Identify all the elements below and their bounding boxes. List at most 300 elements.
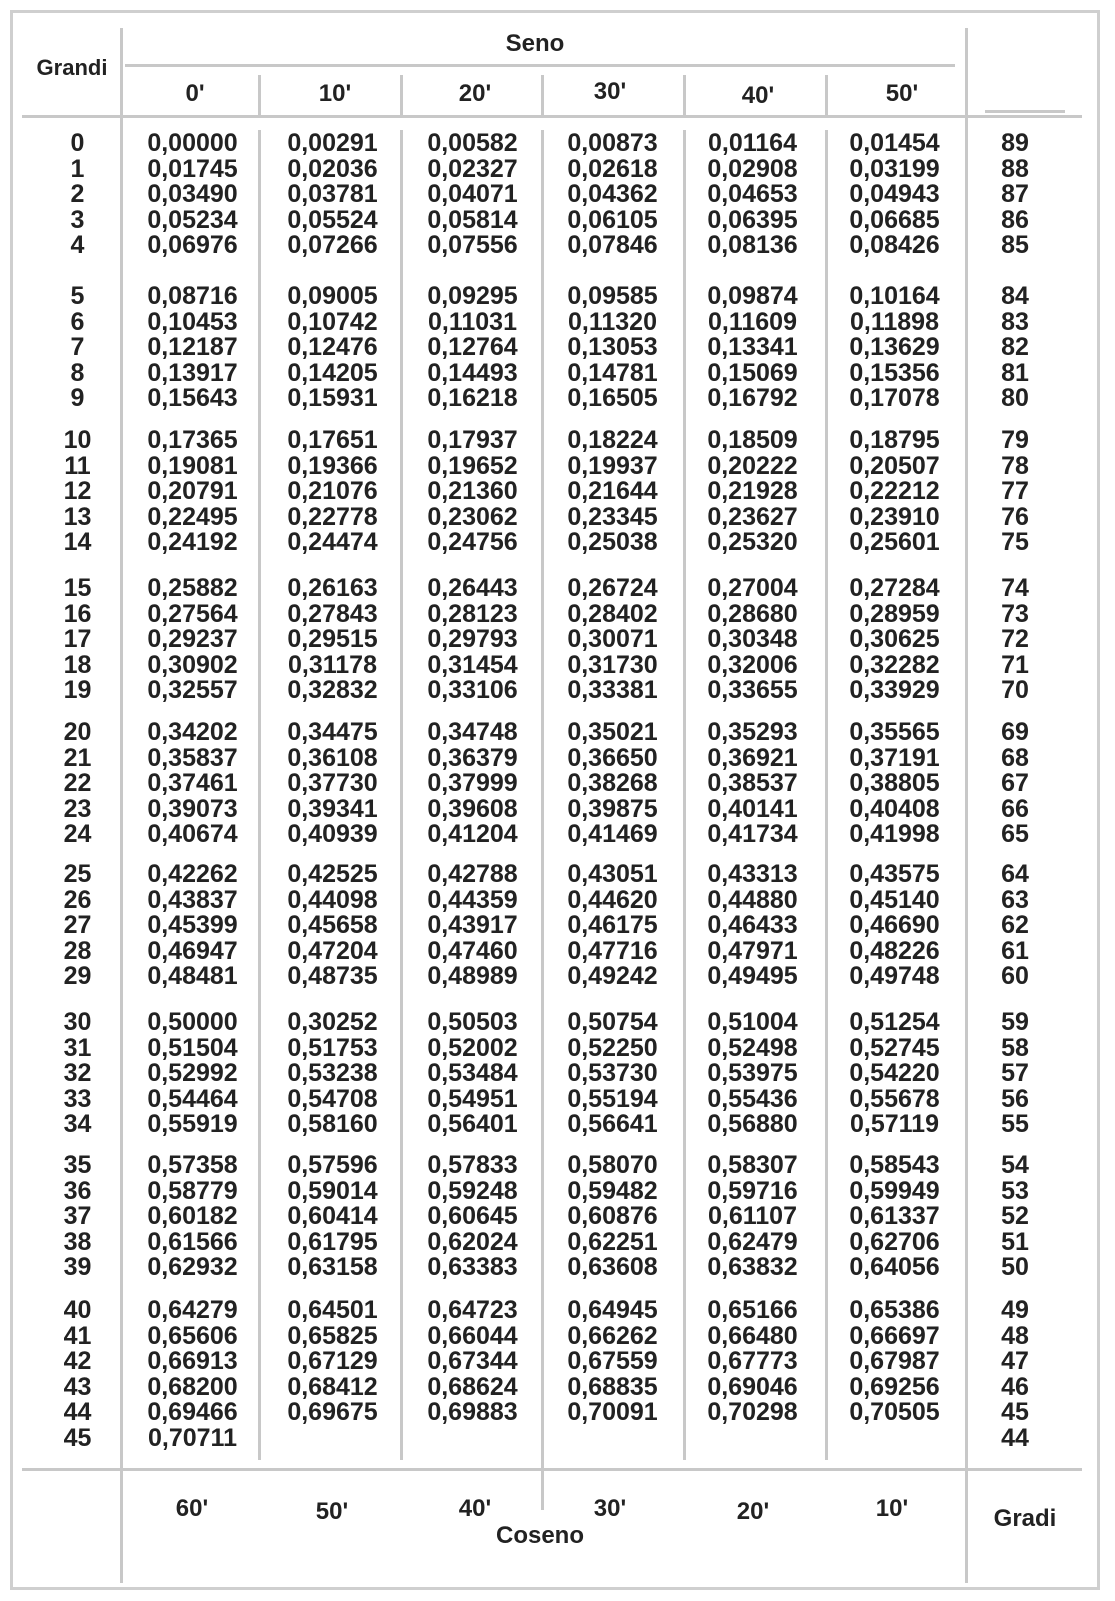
sine-value: 0,10742 bbox=[287, 307, 378, 336]
degree-value: 0 bbox=[70, 129, 85, 157]
divider-0 bbox=[258, 75, 261, 115]
divider-3 bbox=[683, 75, 686, 115]
sine-value: 0,20507 bbox=[849, 451, 940, 480]
sine-group bbox=[410, 1010, 535, 1138]
sine-value: 0,34475 bbox=[287, 718, 378, 746]
sine-value: 0,59248 bbox=[427, 1176, 518, 1205]
sine-value: 0,68835 bbox=[567, 1372, 658, 1401]
cosine-title: Coseno bbox=[495, 1522, 584, 1549]
sine-value: 0,34748 bbox=[427, 718, 518, 746]
sine-group bbox=[550, 284, 675, 412]
sine-group bbox=[690, 720, 815, 848]
degree-value: 19 bbox=[63, 676, 92, 705]
sine-group bbox=[550, 131, 675, 259]
degree-value: 9 bbox=[70, 384, 85, 413]
sine-value: 0,63608 bbox=[567, 1253, 658, 1282]
sine-value: 0,52498 bbox=[707, 1033, 798, 1062]
sine-value: 0,31454 bbox=[427, 650, 518, 679]
sine-value: 0,50000 bbox=[147, 1008, 238, 1036]
sine-value: 0,05524 bbox=[287, 205, 378, 234]
sine-value: 0,16792 bbox=[707, 384, 798, 413]
sine-group bbox=[550, 862, 675, 990]
sine-value: 0,38805 bbox=[849, 769, 940, 798]
complement-degree-value: 84 bbox=[1001, 282, 1029, 310]
sine-value: 0,48481 bbox=[147, 962, 238, 991]
sine-value: 0,66697 bbox=[849, 1321, 940, 1350]
complement-degree-value: 55 bbox=[1001, 1110, 1029, 1139]
degree-value: 40 bbox=[63, 1296, 92, 1324]
sine-value: 0,15931 bbox=[287, 384, 378, 413]
complement-degree-value: 47 bbox=[1001, 1347, 1029, 1376]
complement-degree-value: 67 bbox=[1001, 769, 1029, 798]
sine-value: 0,42788 bbox=[427, 860, 518, 888]
degree-group bbox=[45, 720, 110, 848]
sine-value: 0,47460 bbox=[427, 936, 518, 965]
sine-group bbox=[130, 720, 255, 848]
complement-degree-value: 88 bbox=[1001, 154, 1029, 183]
sine-value: 0,02327 bbox=[427, 154, 518, 183]
degree-value: 27 bbox=[63, 911, 92, 940]
sine-value: 0,36379 bbox=[427, 743, 518, 772]
sine-group bbox=[550, 1010, 675, 1138]
complement-degree-value: 56 bbox=[1001, 1084, 1029, 1113]
degree-value: 3 bbox=[70, 205, 85, 234]
minute-header-0: 0' bbox=[185, 80, 205, 107]
sine-value: 0,10164 bbox=[849, 282, 940, 310]
sine-value: 0,43313 bbox=[707, 860, 798, 888]
sine-value: 0,14493 bbox=[427, 358, 518, 387]
sine-value: 0,09295 bbox=[427, 282, 518, 310]
sine-value: 0,61107 bbox=[708, 1202, 797, 1231]
sine-value: 0,56401 bbox=[427, 1110, 518, 1139]
sine-title: Seno bbox=[505, 30, 565, 57]
sine-value: 0,02036 bbox=[287, 154, 378, 183]
sine-value: 0,06395 bbox=[707, 205, 798, 234]
sine-value: 0,05814 bbox=[427, 205, 518, 234]
sine-value: 0,26163 bbox=[287, 574, 378, 602]
sine-value: 0,48226 bbox=[849, 936, 940, 965]
sine-value: 0,13917 bbox=[147, 358, 238, 387]
sine-group bbox=[690, 1153, 815, 1281]
sine-value: 0,32832 bbox=[287, 676, 378, 705]
complement-degree-value: 81 bbox=[1001, 358, 1029, 387]
degree-value: 2 bbox=[70, 180, 85, 209]
divider-0-body bbox=[258, 130, 261, 1460]
sine-group bbox=[832, 284, 957, 412]
complement-degree-value: 54 bbox=[1001, 1151, 1029, 1179]
sine-group bbox=[690, 428, 815, 556]
sine-value: 0,25601 bbox=[849, 528, 940, 557]
sine-group bbox=[690, 284, 815, 412]
complement-degree-value: 48 bbox=[1001, 1321, 1029, 1350]
degree-value: 41 bbox=[63, 1321, 92, 1350]
sine-value: 0,66480 bbox=[707, 1321, 798, 1350]
sine-group bbox=[130, 428, 255, 556]
sine-group bbox=[832, 428, 957, 556]
sine-value: 0,61566 bbox=[147, 1227, 238, 1256]
sine-value: 0,02618 bbox=[567, 154, 658, 183]
degree-value: 17 bbox=[63, 625, 92, 654]
sine-value: 0,08426 bbox=[849, 231, 940, 260]
sine-value: 0,53484 bbox=[427, 1059, 518, 1088]
sine-value: 0,38537 bbox=[707, 769, 798, 798]
sine-group bbox=[832, 131, 957, 259]
sine-value: 0,30348 bbox=[707, 625, 798, 654]
sine-value: 0,25882 bbox=[147, 574, 238, 602]
sine-value: 0,40141 bbox=[707, 794, 798, 823]
degree-value: 25 bbox=[63, 860, 92, 888]
degree-value: 5 bbox=[70, 282, 85, 310]
sine-value: 0,69046 bbox=[707, 1372, 798, 1401]
divider-1 bbox=[400, 75, 403, 115]
sine-value: 0,39608 bbox=[427, 794, 518, 823]
sine-group bbox=[550, 428, 675, 556]
sine-group bbox=[410, 1298, 535, 1426]
complement-degree-value: 57 bbox=[1001, 1059, 1029, 1088]
sine-value: 0,65606 bbox=[147, 1321, 238, 1350]
sine-value: 0,17651 bbox=[287, 426, 378, 454]
complement-degree-value: 64 bbox=[1001, 860, 1029, 888]
sine-value: 0,57119 bbox=[850, 1110, 939, 1139]
minute-header-50: 50' bbox=[885, 80, 919, 107]
sine-value: 0,09005 bbox=[287, 282, 378, 310]
sine-value: 0,68412 bbox=[287, 1372, 378, 1401]
degree-value: 18 bbox=[63, 650, 92, 679]
sine-group bbox=[270, 284, 395, 412]
sine-value: 0,25320 bbox=[707, 528, 798, 557]
degree-value: 39 bbox=[63, 1253, 92, 1282]
sine-group bbox=[832, 1298, 957, 1426]
complement-degree-group bbox=[985, 576, 1045, 704]
col-label-gradi: Gradi bbox=[993, 1505, 1057, 1532]
sine-value: 0,12476 bbox=[287, 333, 378, 362]
sine-group bbox=[130, 862, 255, 990]
sine-value: 0,01454 bbox=[849, 129, 940, 157]
sine-group bbox=[832, 1010, 957, 1138]
sine-group bbox=[832, 720, 957, 848]
minute-header-10: 10' bbox=[318, 80, 352, 107]
sine-value: 0,40408 bbox=[849, 794, 940, 823]
sine-value: 0,30071 bbox=[567, 625, 658, 654]
sine-value: 0,18509 bbox=[707, 426, 798, 454]
sine-value: 0,29793 bbox=[427, 625, 518, 654]
sine-value: 0,27284 bbox=[849, 574, 940, 602]
sine-value: 0,00582 bbox=[427, 129, 518, 157]
sine-value: 0,45658 bbox=[287, 911, 378, 940]
degree-value: 24 bbox=[63, 820, 92, 849]
sine-value: 0,34202 bbox=[147, 718, 238, 746]
sine-value: 0,64945 bbox=[567, 1296, 658, 1324]
sine-value: 0,28959 bbox=[849, 599, 940, 628]
sine-value: 0,27004 bbox=[707, 574, 798, 602]
sine-value: 0,17937 bbox=[427, 426, 518, 454]
rule-footer-top bbox=[22, 1468, 1082, 1471]
sine-value: 0,49242 bbox=[567, 962, 658, 991]
sine-group bbox=[270, 428, 395, 556]
divider-3-body bbox=[683, 130, 686, 1460]
divider-4-body bbox=[825, 130, 828, 1460]
sine-value: 0,65825 bbox=[287, 1321, 378, 1350]
sine-value: 0,50754 bbox=[567, 1008, 658, 1036]
sine-value: 0,27564 bbox=[147, 599, 238, 628]
sine-group bbox=[832, 862, 957, 990]
sine-value: 0,06105 bbox=[567, 205, 658, 234]
complement-degree-value: 53 bbox=[1001, 1176, 1029, 1205]
degree-value: 4 bbox=[70, 231, 85, 260]
degree-value: 34 bbox=[63, 1110, 92, 1139]
sine-value: 0,35837 bbox=[147, 743, 238, 772]
degree-value: 15 bbox=[63, 574, 92, 602]
degree-value: 13 bbox=[63, 502, 92, 531]
sine-value: 0,13629 bbox=[849, 333, 940, 362]
sine-value: 0,41998 bbox=[849, 820, 940, 849]
sine-value: 0,19652 bbox=[427, 451, 518, 480]
sine-value: 0,68200 bbox=[147, 1372, 238, 1401]
sine-value: 0,37191 bbox=[849, 743, 940, 772]
degree-value: 31 bbox=[63, 1033, 92, 1062]
sine-value: 0,35021 bbox=[567, 718, 658, 746]
sine-value: 0,24192 bbox=[147, 528, 238, 557]
minute-footer-60: 60' bbox=[175, 1495, 209, 1522]
degree-value: 42 bbox=[63, 1347, 92, 1376]
degree-group bbox=[45, 284, 110, 412]
complement-degree-value: 89 bbox=[1001, 129, 1029, 157]
sine-group bbox=[270, 1298, 395, 1426]
rule-header-bottom bbox=[22, 115, 1082, 118]
sine-value: 0,07846 bbox=[567, 231, 658, 260]
sine-value: 0,58543 bbox=[849, 1151, 940, 1179]
sine-value: 0,17365 bbox=[147, 426, 238, 454]
degree-value: 33 bbox=[63, 1084, 92, 1113]
sine-group bbox=[130, 1153, 255, 1281]
sine-value: 0,57358 bbox=[147, 1151, 238, 1179]
sine-value: 0,23910 bbox=[849, 502, 940, 531]
sine-value: 0,16505 bbox=[567, 384, 658, 413]
sine-value: 0,09585 bbox=[567, 282, 658, 310]
sine-value: 0,54220 bbox=[849, 1059, 940, 1088]
row-label-grandi: Grandi bbox=[36, 55, 108, 80]
sine-value: 0,69256 bbox=[849, 1372, 940, 1401]
sine-group bbox=[130, 1010, 255, 1138]
sine-value: 0,00873 bbox=[567, 129, 658, 157]
degree-group bbox=[45, 131, 110, 259]
complement-degree-group bbox=[985, 428, 1045, 556]
sine-value: 0,51004 bbox=[707, 1008, 798, 1036]
degree-value: 45 bbox=[63, 1423, 92, 1452]
sine-value: 0,12187 bbox=[147, 333, 238, 362]
sine-value: 0,48989 bbox=[427, 962, 518, 991]
complement-degree-group bbox=[985, 720, 1045, 848]
sine-value: 0,69675 bbox=[287, 1398, 378, 1427]
minute-header-20: 20' bbox=[458, 80, 492, 107]
minute-footer-30: 30' bbox=[593, 1495, 627, 1522]
sine-value: 0,70711 bbox=[148, 1423, 237, 1452]
sine-value: 0,70505 bbox=[849, 1398, 940, 1427]
sine-value: 0,51504 bbox=[147, 1033, 238, 1062]
sine-value: 0,64501 bbox=[287, 1296, 378, 1324]
sine-value: 0,47716 bbox=[567, 936, 658, 965]
sine-value: 0,14205 bbox=[287, 358, 378, 387]
sine-value: 0,22495 bbox=[147, 502, 238, 531]
sine-value: 0,00000 bbox=[147, 129, 238, 157]
sine-value: 0,62024 bbox=[427, 1227, 518, 1256]
sine-value: 0,08716 bbox=[147, 282, 238, 310]
degree-value: 21 bbox=[63, 743, 92, 772]
sine-value: 0,65386 bbox=[849, 1296, 940, 1324]
sine-value: 0,30625 bbox=[849, 625, 940, 654]
complement-degree-group bbox=[985, 131, 1045, 259]
sine-value: 0,53730 bbox=[567, 1059, 658, 1088]
complement-degree-group bbox=[985, 284, 1045, 412]
sine-value: 0,19937 bbox=[567, 451, 658, 480]
sine-value: 0,41469 bbox=[567, 820, 658, 849]
sine-value: 0,60645 bbox=[427, 1202, 518, 1231]
sine-value: 0,11609 bbox=[708, 307, 797, 336]
sine-value: 0,04653 bbox=[707, 180, 798, 209]
sine-group bbox=[832, 1153, 957, 1281]
sine-value: 0,03199 bbox=[849, 154, 940, 183]
degree-value: 29 bbox=[63, 962, 92, 991]
sine-value: 0,55678 bbox=[849, 1084, 940, 1113]
sine-value: 0,39073 bbox=[147, 794, 238, 823]
complement-degree-value: 78 bbox=[1001, 451, 1029, 480]
sine-value: 0,51254 bbox=[849, 1008, 940, 1036]
degree-group bbox=[45, 1298, 110, 1452]
sine-value: 0,60876 bbox=[567, 1202, 658, 1231]
sine-value: 0,52002 bbox=[427, 1033, 518, 1062]
sine-value: 0,32557 bbox=[147, 676, 238, 705]
sine-value: 0,02908 bbox=[707, 154, 798, 183]
sine-value: 0,69466 bbox=[147, 1398, 238, 1427]
sine-group bbox=[690, 131, 815, 259]
degree-value: 37 bbox=[63, 1202, 92, 1231]
degree-value: 6 bbox=[70, 307, 85, 336]
complement-degree-value: 77 bbox=[1001, 477, 1029, 506]
sine-group bbox=[130, 576, 255, 704]
sine-value: 0,44098 bbox=[287, 885, 378, 914]
sine-value: 0,06976 bbox=[147, 231, 238, 260]
sine-value: 0,16218 bbox=[427, 384, 518, 413]
complement-degree-value: 72 bbox=[1001, 625, 1029, 654]
sine-value: 0,58070 bbox=[567, 1151, 658, 1179]
complement-degree-value: 44 bbox=[1001, 1423, 1029, 1452]
sine-value: 0,46690 bbox=[849, 911, 940, 940]
sine-value: 0,33106 bbox=[427, 676, 518, 705]
sine-value: 0,59482 bbox=[567, 1176, 658, 1205]
sine-value: 0,33381 bbox=[567, 676, 658, 705]
degree-group bbox=[45, 428, 110, 556]
sine-group bbox=[410, 428, 535, 556]
sine-value: 0,67559 bbox=[567, 1347, 658, 1376]
sine-value: 0,21928 bbox=[707, 477, 798, 506]
sine-group bbox=[410, 1153, 535, 1281]
complement-degree-value: 61 bbox=[1001, 936, 1029, 965]
sine-value: 0,33929 bbox=[849, 676, 940, 705]
degree-value: 14 bbox=[63, 528, 92, 557]
sine-value: 0,37461 bbox=[147, 769, 238, 798]
sine-value: 0,29237 bbox=[147, 625, 238, 654]
sine-group bbox=[130, 131, 255, 259]
complement-degree-value: 74 bbox=[1001, 574, 1029, 602]
sine-group bbox=[270, 131, 395, 259]
sine-value: 0,46433 bbox=[707, 911, 798, 940]
complement-degree-value: 73 bbox=[1001, 599, 1029, 628]
sine-value: 0,32282 bbox=[849, 650, 940, 679]
sine-value: 0,65166 bbox=[707, 1296, 798, 1324]
sine-value: 0,44620 bbox=[567, 885, 658, 914]
complement-degree-value: 71 bbox=[1001, 650, 1029, 679]
sine-value: 0,70091 bbox=[567, 1398, 658, 1427]
sine-value: 0,11898 bbox=[850, 307, 939, 336]
sine-value: 0,31730 bbox=[567, 650, 658, 679]
sine-value: 0,67129 bbox=[287, 1347, 378, 1376]
minute-header-40: 40' bbox=[741, 82, 775, 109]
sine-value: 0,36650 bbox=[567, 743, 658, 772]
sine-value: 0,23062 bbox=[427, 502, 518, 531]
sine-value: 0,56880 bbox=[707, 1110, 798, 1139]
sine-value: 0,52992 bbox=[147, 1059, 238, 1088]
sine-value: 0,64056 bbox=[849, 1253, 940, 1282]
sine-value: 0,33655 bbox=[707, 676, 798, 705]
sine-value: 0,20791 bbox=[147, 477, 238, 506]
degree-value: 23 bbox=[63, 794, 92, 823]
sine-value: 0,14781 bbox=[567, 358, 658, 387]
sine-group bbox=[410, 720, 535, 848]
sine-value: 0,18795 bbox=[849, 426, 940, 454]
sine-value: 0,30252 bbox=[287, 1008, 378, 1036]
sine-value: 0,37730 bbox=[287, 769, 378, 798]
sine-value: 0,52250 bbox=[567, 1033, 658, 1062]
degree-value: 44 bbox=[63, 1398, 92, 1427]
sine-value: 0,60182 bbox=[147, 1202, 238, 1231]
sine-value: 0,66913 bbox=[147, 1347, 238, 1376]
sine-value: 0,13341 bbox=[707, 333, 798, 362]
complement-degree-value: 65 bbox=[1001, 820, 1029, 849]
sine-value: 0,03781 bbox=[287, 180, 378, 209]
divider-4 bbox=[825, 75, 828, 115]
sine-value: 0,41734 bbox=[707, 820, 798, 849]
sine-value: 0,36921 bbox=[707, 743, 798, 772]
sine-value: 0,41204 bbox=[427, 820, 518, 849]
sine-value: 0,54464 bbox=[147, 1084, 238, 1113]
sine-value: 0,42525 bbox=[287, 860, 378, 888]
complement-degree-value: 69 bbox=[1001, 718, 1029, 746]
divider-gradi bbox=[965, 28, 968, 1583]
sine-value: 0,51753 bbox=[287, 1033, 378, 1062]
sine-group bbox=[130, 284, 255, 412]
sine-value: 0,07556 bbox=[427, 231, 518, 260]
sine-value: 0,21076 bbox=[287, 477, 378, 506]
sine-value: 0,21360 bbox=[427, 477, 518, 506]
sine-value: 0,11320 bbox=[568, 307, 657, 336]
complement-degree-group bbox=[985, 1153, 1045, 1281]
sine-value: 0,57596 bbox=[287, 1151, 378, 1179]
sine-group bbox=[130, 1298, 255, 1452]
sine-value: 0,55194 bbox=[567, 1084, 658, 1113]
complement-degree-value: 85 bbox=[1001, 231, 1029, 260]
sine-value: 0,66044 bbox=[427, 1321, 518, 1350]
complement-degree-value: 62 bbox=[1001, 911, 1029, 940]
sine-value: 0,53975 bbox=[707, 1059, 798, 1088]
sine-value: 0,25038 bbox=[567, 528, 658, 557]
sine-value: 0,11031 bbox=[428, 307, 517, 336]
sine-group bbox=[410, 131, 535, 259]
complement-degree-value: 60 bbox=[1001, 962, 1029, 991]
divider-grandi bbox=[120, 28, 123, 1583]
minute-header-30: 30' bbox=[593, 78, 627, 105]
sine-value: 0,53238 bbox=[287, 1059, 378, 1088]
sine-value: 0,19081 bbox=[147, 451, 238, 480]
